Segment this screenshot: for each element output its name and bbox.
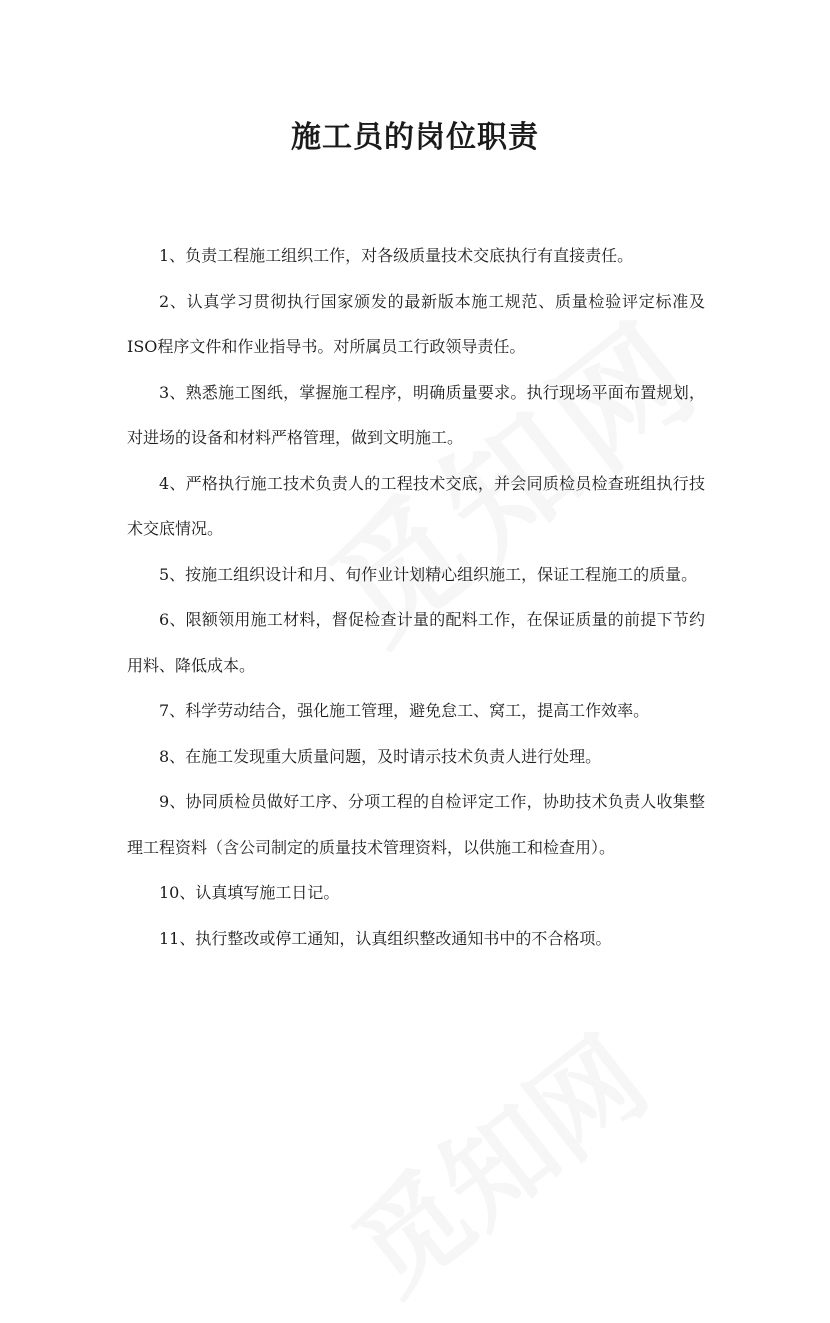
duty-item-2: 2、认真学习贯彻执行国家颁发的最新版本施工规范、质量检验评定标准及ISO程序文件和作业指导书。对所属员工行政领导责任。 — [127, 291, 705, 356]
duty-item-1: 1、负责工程施工组织工作，对各级质量技术交底执行有直接责任。 — [159, 246, 634, 265]
duty-item-10: 10、认真填写施工日记。 — [159, 883, 340, 902]
document-title: 施工员的岗位职责 — [291, 120, 539, 155]
duty-item-11: 11、执行整改或停工通知，认真组织整改通知书中的不合格项。 — [159, 928, 612, 948]
document-body — [127, 233, 705, 961]
duty-item-6: 6、限额领用施工材料，督促检查计量的配料工作，在保证质量的前提下节约用料、降低成本。 — [127, 610, 705, 675]
duty-item-9: 9、协同质检员做好工序、分项工程的自检评定工作，协助技术负责人收集整理工程资料（含公司制定的质量技术管理资料，以供施工和检查用）。 — [127, 792, 705, 857]
watermark-bottom — [316, 995, 673, 1323]
duty-item-5: 5、按施工组织设计和月、旬作业计划精心组织施工，保证工程施工的质量。 — [159, 564, 698, 584]
duty-item-8: 8、在施工发现重大质量问题，及时请示技术负责人进行处理。 — [159, 746, 602, 766]
duty-item-7: 7、科学劳动结合，强化施工管理，避免怠工、窝工，提高工作效率。 — [159, 701, 650, 720]
duty-item-4: 4、严格执行施工技术负责人的工程技术交底，并会同质检员检查班组执行技术交底情况。 — [127, 473, 705, 538]
duty-item-3: 3、熟悉施工图纸，掌握施工程序，明确质量要求。执行现场平面布置规划，对进场的设备和材料严格管理，做到文明施工。 — [127, 382, 705, 447]
